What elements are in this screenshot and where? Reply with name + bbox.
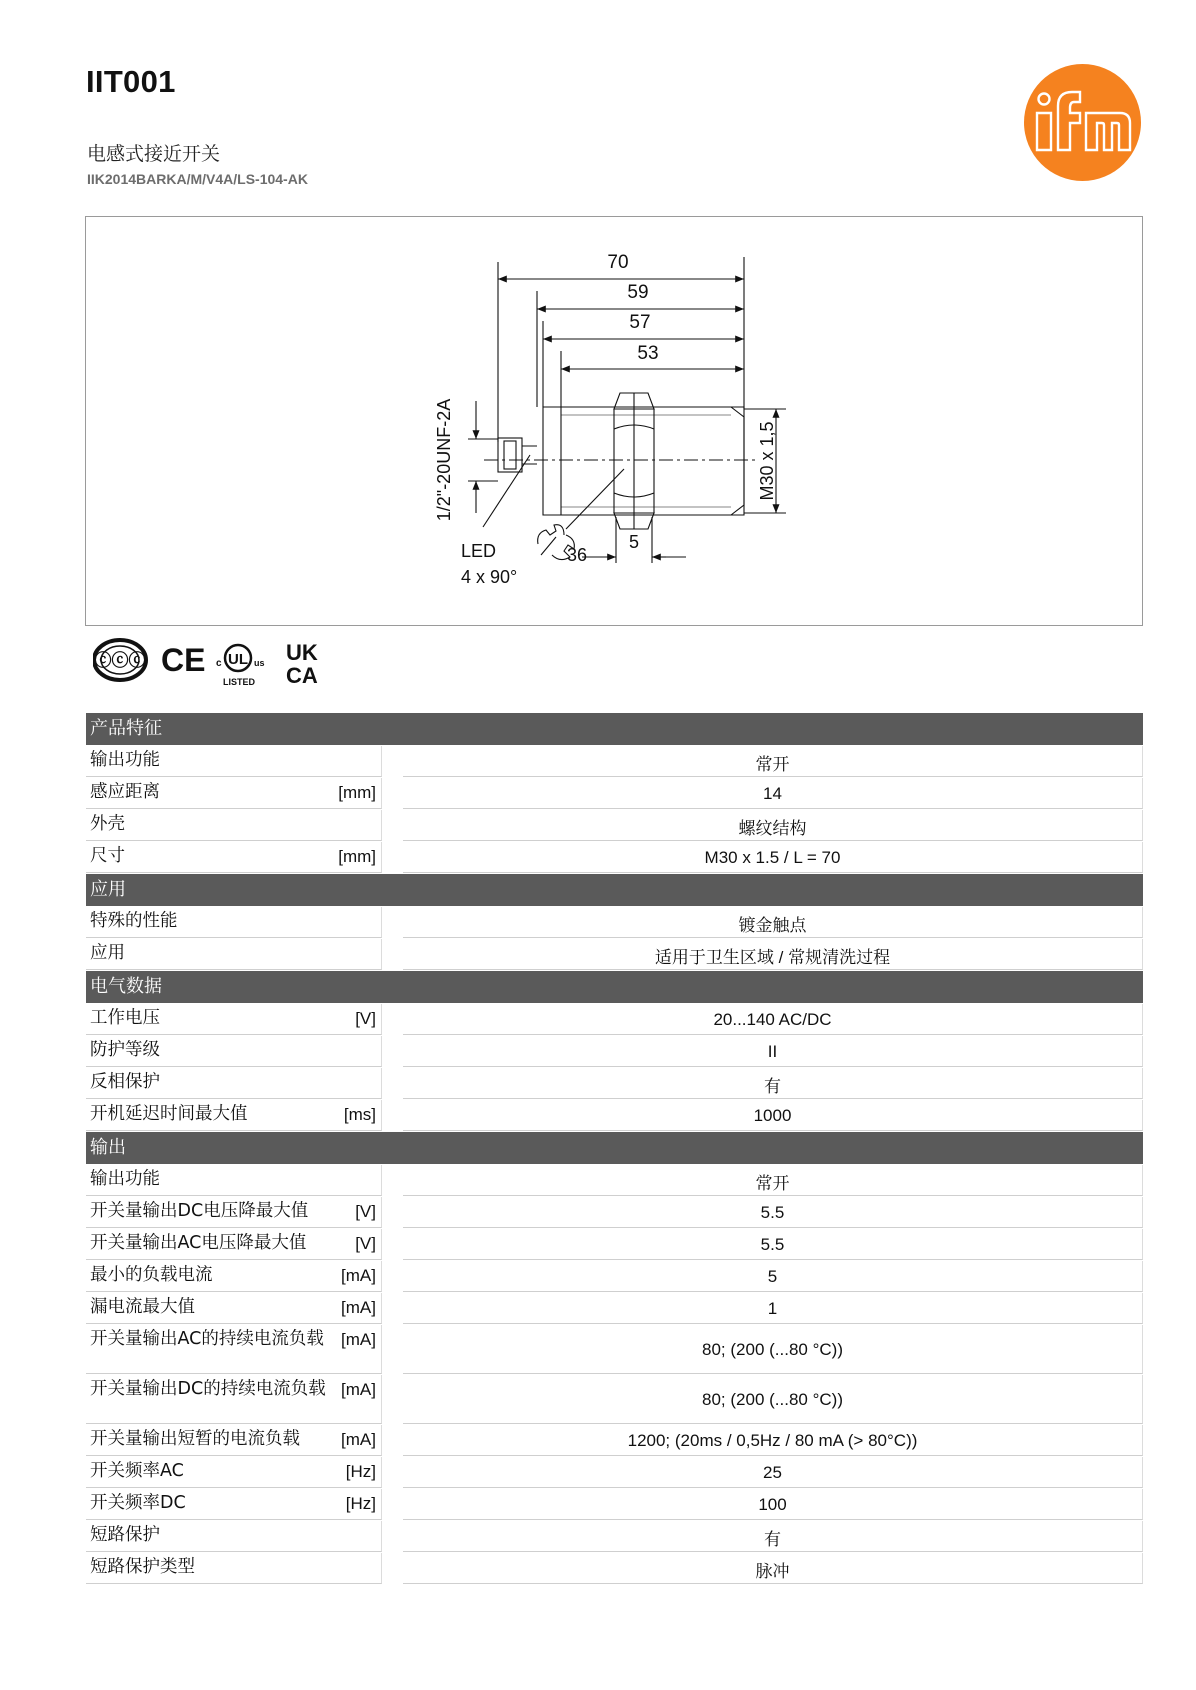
row-value: 常开 <box>755 1173 790 1193</box>
row-value-cell <box>403 1553 1143 1584</box>
nut-width: 5 <box>628 532 640 552</box>
row-label: 特殊的性能 <box>90 911 178 931</box>
table-row <box>86 1293 1143 1324</box>
row-label: 短路保护 <box>90 1525 160 1545</box>
section-header: 应用 <box>86 874 1143 906</box>
row-label-cell <box>86 939 382 970</box>
row-label: 尺寸 <box>90 846 125 866</box>
row-value: 80; (200 (...80 °C)) <box>702 1390 843 1409</box>
row-label: 开机延迟时间最大值 <box>90 1104 248 1124</box>
table-row <box>86 1375 1143 1424</box>
table-row <box>86 1521 1143 1552</box>
row-value-cell <box>403 1425 1143 1456</box>
row-value: 14 <box>763 784 782 803</box>
row-value: 20...140 AC/DC <box>713 1010 832 1029</box>
row-label-cell <box>86 1489 382 1520</box>
row-label: 漏电流最大值 <box>90 1297 195 1317</box>
row-label-cell <box>86 1197 382 1228</box>
product-title: IIT001 <box>86 64 176 99</box>
table-row <box>86 1553 1143 1584</box>
row-value-cell <box>403 939 1143 970</box>
cell-gap <box>382 842 403 873</box>
row-value-cell <box>403 1261 1143 1292</box>
cell-gap <box>382 746 403 777</box>
svg-text:LISTED: LISTED <box>223 677 256 686</box>
row-value-cell <box>403 1293 1143 1324</box>
row-value: II <box>767 1042 778 1061</box>
dim-70: 70 <box>607 252 629 273</box>
specification-table <box>86 713 1143 1585</box>
row-label-cell <box>86 907 382 938</box>
row-label-cell <box>86 1375 382 1424</box>
svg-text:us: us <box>254 658 265 668</box>
cell-gap <box>382 1325 403 1374</box>
cell-gap <box>382 1197 403 1228</box>
row-value-cell <box>403 1229 1143 1260</box>
row-value-cell <box>403 1489 1143 1520</box>
table-row <box>86 1068 1143 1099</box>
row-value-cell <box>403 746 1143 777</box>
svg-text:CA: CA <box>286 663 318 686</box>
row-value-cell <box>403 1036 1143 1067</box>
row-value-cell <box>403 842 1143 873</box>
row-value: 1000 <box>753 1106 792 1125</box>
row-label: 开关量输出AC电压降最大值 <box>90 1233 307 1253</box>
led-label: LED <box>461 541 497 561</box>
certification-marks <box>93 636 333 686</box>
ccc-mark <box>94 640 146 680</box>
row-value-cell <box>403 778 1143 809</box>
row-unit: [Hz] <box>345 1462 376 1481</box>
cell-gap <box>382 1165 403 1196</box>
table-row <box>86 746 1143 777</box>
row-label: 防护等级 <box>90 1040 160 1060</box>
section-header: 产品特征 <box>86 713 1143 745</box>
row-unit: [mA] <box>341 1330 376 1349</box>
row-label: 开关频率AC <box>90 1461 184 1481</box>
row-label: 感应距离 <box>90 782 160 802</box>
row-value: 螺纹结构 <box>738 818 807 838</box>
dimension-drawing-svg <box>86 217 1142 625</box>
row-value: 5.5 <box>760 1203 785 1222</box>
dim-53: 53 <box>637 343 659 364</box>
row-unit: [mm] <box>338 783 376 802</box>
row-label: 工作电压 <box>90 1008 160 1028</box>
row-label-cell <box>86 1165 382 1196</box>
row-unit: [mA] <box>341 1430 376 1449</box>
cell-gap <box>382 1425 403 1456</box>
cell-gap <box>382 1004 403 1035</box>
row-value-cell <box>403 1100 1143 1131</box>
row-value-cell <box>403 1457 1143 1488</box>
table-row <box>86 810 1143 841</box>
row-label: 输出功能 <box>90 1169 160 1189</box>
product-code: IIK2014BARKA/M/V4A/LS-104-AK <box>87 171 308 187</box>
row-value-cell <box>403 1197 1143 1228</box>
svg-text:UL: UL <box>228 651 248 668</box>
table-row <box>86 1457 1143 1488</box>
table-row <box>86 778 1143 809</box>
row-label-cell <box>86 842 382 873</box>
cell-gap <box>382 1068 403 1099</box>
dimension-drawing <box>85 216 1143 626</box>
svg-text:CE: CE <box>161 642 206 678</box>
row-label-cell <box>86 1004 382 1035</box>
row-value: 80; (200 (...80 °C)) <box>702 1340 843 1359</box>
row-label: 外壳 <box>90 814 125 834</box>
table-row <box>86 1004 1143 1035</box>
row-unit: [mm] <box>338 847 376 866</box>
row-label: 最小的负载电流 <box>90 1265 213 1285</box>
row-label: 开关量输出AC的持续电流负载 <box>90 1329 324 1349</box>
cell-gap <box>382 1489 403 1520</box>
row-value: 适用于卫生区域 / 常规清洗过程 <box>654 947 891 967</box>
row-label-cell <box>86 1229 382 1260</box>
cell-gap <box>382 1100 403 1131</box>
cell-gap <box>382 1036 403 1067</box>
product-subtitle: 电感式接近开关 <box>87 143 221 165</box>
row-label-cell <box>86 810 382 841</box>
row-label-cell <box>86 1261 382 1292</box>
table-row <box>86 1165 1143 1196</box>
cell-gap <box>382 1457 403 1488</box>
table-row <box>86 842 1143 873</box>
row-unit: [mA] <box>341 1298 376 1317</box>
row-value: 有 <box>764 1076 781 1096</box>
row-label-cell <box>86 1068 382 1099</box>
cell-gap <box>382 907 403 938</box>
thread-side-label: 1/2"-20UNF-2A <box>434 398 454 522</box>
ce-mark <box>161 642 205 678</box>
dim-57: 57 <box>629 312 651 333</box>
row-label-cell <box>86 1521 382 1552</box>
cell-gap <box>382 1293 403 1324</box>
table-row <box>86 1229 1143 1260</box>
row-value-cell <box>403 1004 1143 1035</box>
section-header: 输出 <box>86 1132 1143 1164</box>
row-value: 常开 <box>755 754 790 774</box>
row-label-cell <box>86 1457 382 1488</box>
row-value: 有 <box>764 1529 781 1549</box>
dim-59: 59 <box>627 282 649 303</box>
table-row <box>86 907 1143 938</box>
row-label-cell <box>86 1100 382 1131</box>
svg-text:c: c <box>216 658 222 669</box>
row-label-cell <box>86 1425 382 1456</box>
led-angle-label: 4 x 90° <box>461 567 518 587</box>
thread-main-label: M30 x 1,5 <box>757 421 777 501</box>
row-value: 脉冲 <box>755 1561 790 1581</box>
table-row <box>86 1100 1143 1131</box>
row-label: 短路保护类型 <box>90 1557 195 1577</box>
table-row <box>86 1036 1143 1067</box>
row-unit: [V] <box>355 1009 376 1028</box>
cell-gap <box>382 1375 403 1424</box>
cell-gap <box>382 810 403 841</box>
row-unit: [ms] <box>343 1105 376 1124</box>
row-value: 25 <box>763 1463 782 1482</box>
table-row <box>86 1197 1143 1228</box>
row-value: 1200; (20ms / 0,5Hz / 80 mA (> 80°C)) <box>627 1431 918 1450</box>
svg-text:ⓒⓒⓒ: ⓒⓒⓒ <box>94 651 146 670</box>
row-unit: [V] <box>355 1202 376 1221</box>
row-value-cell <box>403 1521 1143 1552</box>
row-label: 应用 <box>90 943 125 963</box>
table-row <box>86 1489 1143 1520</box>
svg-text:UK: UK <box>286 640 318 665</box>
row-value-cell <box>403 1165 1143 1196</box>
row-label: 开关量输出短暂的电流负载 <box>90 1429 300 1449</box>
row-label-cell <box>86 778 382 809</box>
row-label-cell <box>86 1553 382 1584</box>
row-label: 开关量输出DC电压降最大值 <box>90 1201 309 1221</box>
row-label: 开关量输出DC的持续电流负载 <box>90 1379 326 1399</box>
row-value: 镀金触点 <box>738 915 807 935</box>
table-row <box>86 1425 1143 1456</box>
table-row <box>86 1261 1143 1292</box>
row-value-cell <box>403 1068 1143 1099</box>
row-unit: [Hz] <box>345 1494 376 1513</box>
cell-gap <box>382 1261 403 1292</box>
row-value: 100 <box>758 1495 787 1514</box>
ukca-mark <box>286 640 318 686</box>
cell-gap <box>382 1229 403 1260</box>
row-unit: [mA] <box>341 1380 376 1399</box>
row-unit: [mA] <box>341 1266 376 1285</box>
row-label-cell <box>86 1325 382 1374</box>
ifm-logo <box>1024 64 1141 181</box>
wrench-size: 36 <box>567 545 588 565</box>
ul-listed-mark <box>216 645 265 686</box>
cell-gap <box>382 1553 403 1584</box>
cell-gap <box>382 939 403 970</box>
row-value-cell <box>403 1325 1143 1374</box>
row-value-cell <box>403 810 1143 841</box>
row-label: 开关频率DC <box>90 1493 186 1513</box>
table-row <box>86 1325 1143 1374</box>
row-label-cell <box>86 1036 382 1067</box>
row-value-cell <box>403 907 1143 938</box>
row-label: 输出功能 <box>90 750 160 770</box>
row-label-cell <box>86 746 382 777</box>
row-label: 反相保护 <box>90 1072 160 1092</box>
row-unit: [V] <box>355 1234 376 1253</box>
row-value: 1 <box>767 1299 778 1318</box>
row-value: 5 <box>767 1267 778 1286</box>
row-value-cell <box>403 1375 1143 1424</box>
row-label-cell <box>86 1293 382 1324</box>
cell-gap <box>382 778 403 809</box>
row-value: 5.5 <box>760 1235 785 1254</box>
section-header: 电气数据 <box>86 971 1143 1003</box>
row-value: M30 x 1.5 / L = 70 <box>704 848 841 867</box>
cell-gap <box>382 1521 403 1552</box>
table-row <box>86 939 1143 970</box>
